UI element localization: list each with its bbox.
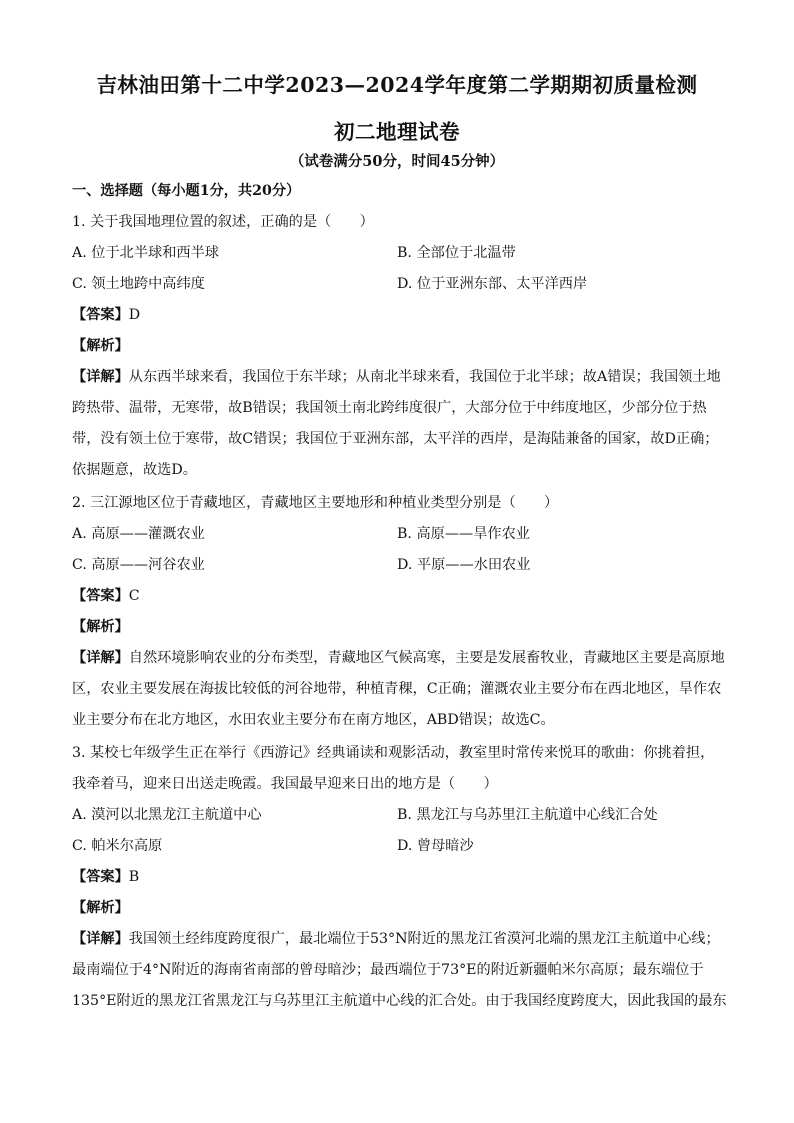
question-1-option-c: C. 领土地跨中高纬度 [72, 276, 205, 292]
question-3-detail-line: 最南端位于4°N附近的海南省南部的曾母暗沙；最西端位于73°E的附近新疆帕米尔高原；最东端位于 [72, 962, 704, 978]
question-1-detail-line: 带，没有领土位于寒带，故C错误；我国位于亚洲东部，太平洋的西岸，是海陆兼备的国家，故D正确； [72, 431, 719, 447]
exam-subtitle: 初二地理试卷 [334, 120, 460, 144]
question-3-stem: 我牵着马，迎来日出送走晚霞。我国最早迎来日出的地方是（ ） [72, 776, 498, 792]
question-1-option-d: D. 位于亚洲东部、太平洋西岸 [397, 276, 588, 292]
question-2-option-c: C. 高原——河谷农业 [72, 557, 205, 573]
question-1-detail-line: 跨热带、温带，无寒带，故B错误；我国领土南北跨纬度很广，大部分位于中纬度地区，少部分位于热 [72, 400, 707, 416]
exam-title: 吉林油田第十二中学2023—2024学年度第二学期期初质量检测 [96, 73, 698, 97]
detail-text: 自然环境影响农业的分布类型，青藏地区气候高寒，主要是发展畜牧业，青藏地区主要是高原地 [128, 650, 725, 666]
question-2-option-a: A. 高原——灌溉农业 [72, 526, 205, 542]
answer-value: B [128, 869, 140, 885]
exam-note: （试卷满分50分，时间45分钟） [289, 153, 505, 170]
analysis-tag: 【解析】 [72, 619, 129, 635]
question-3-detail-line: 135°E附近的黑龙江省黑龙江与乌苏里江主航道中心线的汇合处。由于我国经度跨度大，因此我国的最东 [72, 993, 727, 1009]
answer-value: C [128, 588, 140, 604]
question-3-detail-line [72, 929, 720, 949]
question-2-detail-line [72, 648, 725, 668]
answer-tag: 【答案】 [72, 869, 129, 885]
question-2-detail-line: 区，农业主要发展在海拔比较低的河谷地带，种植青稞，C正确；灌溉农业主要分布在西北地区，旱作农 [72, 681, 722, 697]
question-1-option-a: A. 位于北半球和西半球 [72, 245, 219, 261]
question-3-stem: 3. 某校七年级学生正在举行《西游记》经典诵读和观影活动，教室里时常传来悦耳的歌曲：你挑着担， [72, 745, 715, 761]
detail-tag: 【详解】 [72, 369, 129, 385]
section-heading: 一、选择题（每小题1分，共20分） [72, 183, 301, 199]
question-3-option-d: D. 曾母暗沙 [397, 838, 474, 854]
question-3-option-a: A. 漠河以北黑龙江主航道中心 [72, 807, 262, 823]
question-2-option-b: B. 高原——旱作农业 [397, 526, 530, 542]
detail-text: 从东西半球来看，我国位于东半球；从南北半球来看，我国位于北半球；故A错误；我国领土地 [128, 369, 721, 385]
question-2-option-d: D. 平原——水田农业 [397, 557, 531, 573]
question-2-stem: 2. 三江源地区位于青藏地区，青藏地区主要地形和种植业类型分别是（ ） [72, 495, 559, 511]
question-1-detail-line: 依据题意，故选D。 [72, 462, 197, 478]
question-3-answer [72, 867, 139, 887]
question-3-option-c: C. 帕米尔高原 [72, 838, 163, 854]
question-3-option-b: B. 黑龙江与乌苏里江主航道中心线汇合处 [397, 807, 658, 823]
answer-value: D [128, 307, 141, 323]
question-2-detail-line: 业主要分布在北方地区，水田农业主要分布在南方地区，ABD错误；故选C。 [72, 712, 555, 728]
question-2-answer [72, 586, 140, 606]
answer-tag: 【答案】 [72, 588, 129, 604]
question-1-stem: 1. 关于我国地理位置的叙述，正确的是（ ） [72, 214, 374, 230]
question-1-detail-line [72, 367, 721, 387]
answer-tag: 【答案】 [72, 307, 129, 323]
analysis-tag: 【解析】 [72, 338, 129, 354]
detail-text: 我国领土经纬度跨度很广，最北端位于53°N附近的黑龙江省漠河北端的黑龙江主航道中心线； [128, 931, 720, 947]
detail-tag: 【详解】 [72, 931, 129, 947]
question-1-option-b: B. 全部位于北温带 [397, 245, 516, 261]
detail-tag: 【详解】 [72, 650, 129, 666]
question-1-answer [72, 305, 140, 325]
analysis-tag: 【解析】 [72, 900, 129, 916]
